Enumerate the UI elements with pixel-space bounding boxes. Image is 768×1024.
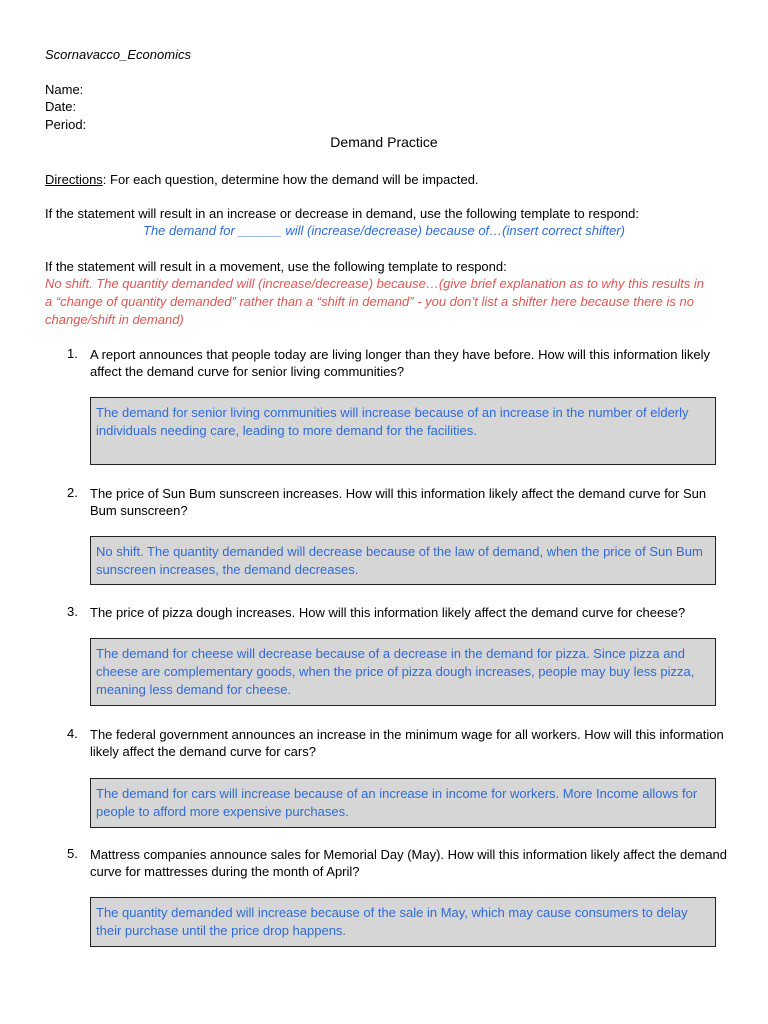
period-label: Period: bbox=[45, 117, 87, 132]
question-number: 1. bbox=[67, 346, 78, 361]
movement-instruction: If the statement will result in a movement, use the following template to respond: bbox=[45, 259, 507, 274]
shift-instruction: If the statement will result in an increase or decrease in demand, use the following template to respond: bbox=[45, 206, 639, 221]
question-text: The federal government announces an increase in the minimum wage for all workers. How will this information likely affect the demand curve for cars? bbox=[90, 727, 724, 759]
question-text: The price of Sun Bum sunscreen increases. How will this information likely affect the demand curve for Sun Bum sunscreen? bbox=[90, 486, 707, 518]
question-text: A report announces that people today are living longer than they have before. How will this information likely affect the demand curve for senior living communities? bbox=[90, 347, 711, 379]
answer-box[interactable]: No shift. The quantity demanded will decrease because of the law of demand, when the price of Sun Bum sunscreen increases, the demand decreases. bbox=[90, 536, 716, 585]
directions-label: Directions bbox=[45, 172, 103, 187]
question-number: 4. bbox=[67, 726, 78, 741]
course-label: Scornavacco_Economics bbox=[45, 47, 191, 62]
date-label: Date: bbox=[45, 99, 77, 114]
directions bbox=[45, 172, 479, 187]
answer-box[interactable]: The demand for cheese will decrease because of a decrease in the demand for pizza. Since pizza and cheese are complementary goods, when the price of pizza dough increases, people may buy less pizza, meaning less demand for cheese. bbox=[90, 638, 716, 706]
question-text: Mattress companies announce sales for Memorial Day (May). How will this information likely affect the demand curve for mattresses during the month of April? bbox=[90, 847, 728, 879]
movement-template: No shift. The quantity demanded will (increase/decrease) because…(give brief explanation as to why this results in a “change of quantity demanded” rather than a “shift in demand” - you don’t list a shifter here because there is no change/shift in demand) bbox=[45, 276, 705, 327]
question-number: 5. bbox=[67, 846, 78, 861]
answer-box[interactable]: The quantity demanded will increase because of the sale in May, which may cause consumers to delay their purchase until the price drop happens. bbox=[90, 897, 716, 947]
answer-box[interactable]: The demand for senior living communities will increase because of an increase in the number of elderly individuals needing care, leading to more demand for the facilities. bbox=[90, 397, 716, 465]
question-text: The price of pizza dough increases. How will this information likely affect the demand curve for cheese? bbox=[90, 605, 686, 620]
question-number: 2. bbox=[67, 485, 78, 500]
directions-text: : For each question, determine how the demand will be impacted. bbox=[102, 172, 479, 187]
question-number: 3. bbox=[67, 604, 78, 619]
page-title: Demand Practice bbox=[330, 134, 438, 150]
answer-box[interactable]: The demand for cars will increase because of an increase in income for workers. More Income allows for people to afford more expensive purchases. bbox=[90, 778, 716, 828]
shift-template: The demand for ______ will (increase/decrease) because of…(insert correct shifter) bbox=[143, 223, 625, 238]
name-label: Name: bbox=[45, 82, 84, 97]
